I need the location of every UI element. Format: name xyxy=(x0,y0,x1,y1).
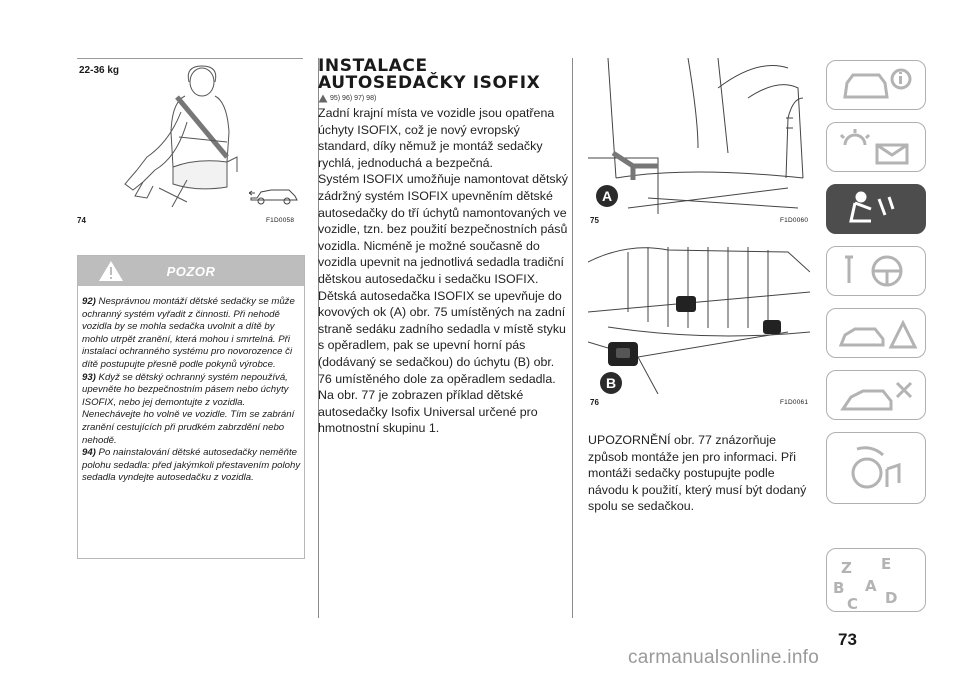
figure-76 xyxy=(588,232,810,394)
tab-dashboard[interactable] xyxy=(826,122,926,172)
anchor-b-label: B xyxy=(600,372,622,394)
index-icon xyxy=(827,549,927,613)
svg-text:D: D xyxy=(885,589,898,607)
maintenance-icon xyxy=(827,371,927,421)
svg-text:C: C xyxy=(847,595,859,613)
paragraph-3: Na obr. 77 je zobrazen příklad dětské autosedačky Isofix Universal určené pro hmotnostní skupinu 1. xyxy=(318,388,538,436)
car-side-icon xyxy=(249,184,299,206)
section-body xyxy=(318,105,568,437)
paragraph-1: Zadní krajní místa ve vozidle jsou opatřena úchyty ISOFIX, což je nový evropský standard, díky němuž je montáž sedačky rychlá, jednoduchá a bezpečná. xyxy=(318,106,555,170)
warning-header xyxy=(78,256,304,286)
warning-item xyxy=(82,447,302,485)
warning-item xyxy=(82,372,302,448)
warning-text xyxy=(82,296,302,485)
column3-note xyxy=(588,432,814,515)
breakdown-icon xyxy=(827,309,927,359)
figure-75-code: F1D0060 xyxy=(780,217,809,224)
figure-74-number: 74 xyxy=(77,216,86,225)
tab-vehicle-knowledge[interactable] xyxy=(826,60,926,110)
watermark: carmanualsonline.info xyxy=(628,647,820,668)
tab-starting-driving[interactable] xyxy=(826,246,926,296)
warning-title: POZOR xyxy=(166,264,216,279)
tab-emergency[interactable] xyxy=(826,308,926,358)
section-title-line1: INSTALACE xyxy=(318,56,428,76)
section-title xyxy=(318,58,558,92)
warning-item-text: Nesprávnou montáží dětské sedačky se může ochranný systém vyřadit z činnosti. Při nehodě vozidla by se mohla sedačka uvolnit a dítě by mohlo utrpět zranění, která mohou i smrtelná. Při instalaci ochranného systému pro novorozence či dítě postupujte přesně podle pokynů výrobce. xyxy=(82,296,295,370)
car-info-icon xyxy=(827,61,927,111)
page-number: 73 xyxy=(838,630,857,649)
section-title-line2: AUTOSEDAČKY ISOFIX xyxy=(318,73,541,93)
steering-wheel-icon xyxy=(827,247,927,297)
column-divider-right xyxy=(572,58,573,618)
note-paragraph: UPOZORNĚNÍ obr. 77 znázorňuje způsob montáže jen pro informaci. Při montáži sedačky postupujte podle návodu k použití, který musí být dodaný spolu se sedačkou. xyxy=(588,433,807,514)
svg-text:A: A xyxy=(865,577,877,595)
seat-airbag-icon xyxy=(827,185,927,235)
figure-76-code: F1D0061 xyxy=(780,399,809,406)
warning-item-number: 94) xyxy=(82,447,96,459)
figure-74-weight-label: 22-36 kg xyxy=(79,65,120,76)
figure-74 xyxy=(77,62,303,212)
tab-multimedia[interactable] xyxy=(826,432,926,504)
svg-text:Z: Z xyxy=(841,559,852,577)
figure-76-number: 76 xyxy=(590,398,599,407)
warning-item-text: Po nainstalování dětské autosedačky neměňte polohu sedadla: před jakýmkoli přestavením polohy sedadla vyndejte autosedačku z vozidla. xyxy=(82,447,301,484)
paragraph-2: Systém ISOFIX umožňuje namontovat dětský zádržný systém ISOFIX upevněním dětské autosedačky do tří úchytů namontovaných ve vozidle, tzn. bez použití bezpečnostních pásů vozidla. Nicméně je možné současně do vozidla upevnit na jednotlivá sedadla tradiční dětskou autosedačku i sedačku ISOFIX. Dětská autosedačka ISOFIX se upevňuje do kovových ok (A) obr. 75 umístěných na zadní straně sedáku zadního sedadla v místě styku s opěradlem, pak se upevní horní pás (dodávaný se sedačkou) do úchytu (B) obr. 76 umístěného dole za opěradlem sedadla. xyxy=(318,172,568,386)
tab-index[interactable] xyxy=(826,548,926,612)
tab-safety[interactable] xyxy=(826,184,926,234)
anchor-a-label: A xyxy=(596,185,618,207)
warning-item-number: 93) xyxy=(82,371,96,383)
warning-item-text: Když se dětský ochranný systém nepoužívá, upevněte ho bezpečnostním pásem nebo úchyty ISOFIX, nebo jej demontujte z vozidla. Nenechávejte ho volně ve vozidle. Tím se zabrání zranění cestujících při prudkém zabrzdění nebo nehodě. xyxy=(82,371,295,446)
warning-item-number: 92) xyxy=(82,296,96,307)
svg-text:E: E xyxy=(881,555,892,573)
warning-box xyxy=(77,255,305,559)
figure-74-code: F1D0058 xyxy=(266,217,295,224)
warning-lights-icon xyxy=(827,123,927,173)
section-refs: 95) 96) 97) 98) xyxy=(330,95,377,102)
tab-maintenance[interactable] xyxy=(826,370,926,420)
warning-refs-icon xyxy=(318,94,328,103)
seatback-anchor-illustration xyxy=(588,232,810,394)
figure-75 xyxy=(588,58,810,214)
figure-75-number: 75 xyxy=(590,216,599,225)
svg-text:B: B xyxy=(833,579,845,597)
multimedia-icon xyxy=(827,433,927,505)
header-rule xyxy=(77,58,303,59)
rear-seat-illustration xyxy=(588,58,810,214)
warning-item xyxy=(82,296,302,372)
